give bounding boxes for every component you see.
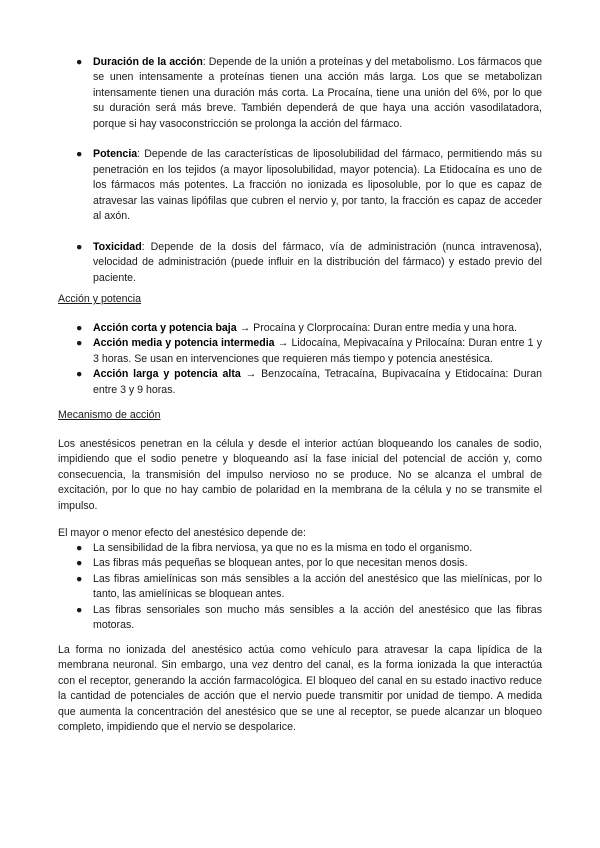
list-item-toxicidad [76,240,542,286]
text-duracion: : Depende de la unión a proteínas y del metabolismo. Los fármacos que se unen intensamente a proteínas tienen una acción más larga. Los que se metabolizan intensamente tienen una duración más corta. La Procaína, tiene una unión del 6%, por lo que su duración será más breve. También dependerá de que haya una acción vasodilatadora, porque si hay vasoconstricción se prolonga la acción del fármaco. [93,56,542,130]
list-item-accion-corta [76,321,542,336]
list-item [76,556,542,571]
list-item-text: Las fibras sensoriales son mucho más sensibles a la acción del anestésico que las fibras motoras. [93,603,542,632]
list-item-text: Las fibras más pequeñas se bloquean antes, por lo que necesitan menos dosis. [93,557,468,570]
text-potencia: : Depende de las características de liposolubilidad del fármaco, permitiendo más su penetración en los tejidos (a mayor liposolubilidad, mayor potencia). La Etidocaína es uno de los fármacos más potentes. La fracción no ionizada es liposoluble, por lo que es capaz de atravesar las vainas lipófilas que cubren el nervio y, por tanto, la fracción es capaz de acceder al axón. [93,148,542,223]
list-item-accion-larga [76,367,542,398]
bullet: ● [76,557,83,570]
list-item-accion-media [76,336,542,367]
text-accion-larga: → Benzocaína, Tetracaína, Bupivacaína y Etidocaína: Duran entre 3 y 9 horas. [93,368,542,396]
term-accion-larga: Acción larga y potencia alta [93,368,241,381]
list-item-potencia [76,147,542,224]
term-accion-corta: Acción corta y potencia baja [93,322,237,334]
list-item-text: La sensibilidad de la fibra nerviosa, ya que no es la misma en todo el organismo. [93,542,473,554]
bullet: ● [76,322,83,334]
list-item-text: Las fibras amielínicas son más sensibles a la acción del anestésico que las mielínicas, por lo tanto, las amielínicas se bloquean antes. [93,572,542,601]
bullet: ● [76,240,83,253]
heading-accion-potencia: Acción y potencia [58,293,142,305]
bullet: ● [76,148,83,161]
list-item-duracion [76,55,542,132]
accion-potencia-list [76,321,542,398]
term-toxicidad: Toxicidad [93,240,142,253]
bullet: ● [76,337,83,350]
list-item [76,603,542,634]
text-accion-media: → Lidocaína, Mepivacaína y Prilocaína: Duran entre 1 y 3 horas. Se usan en intervenciones que requieren más tiempo y potencia anestésica. [93,337,542,365]
bullet: ● [76,368,83,381]
bullet: ● [76,56,83,68]
term-potencia: Potencia [93,148,138,161]
term-duracion: Duración de la acción [93,56,203,68]
text-toxicidad: : Depende de la dosis del fármaco, vía de administración (nunca intravenosa), velocidad de administración (puede influir en la distribución del fármaco) y estado previo del paciente. [93,240,542,284]
bullet: ● [76,603,83,616]
efecto-list [76,541,542,633]
bullet: ● [76,572,83,585]
text-accion-corta: → Procaína y Clorprocaína: Duran entre media y una hora. [236,322,517,334]
bullet: ● [76,542,83,554]
list-item [76,572,542,603]
paragraph-mecanismo-2: La forma no ionizada del anestésico actúa como vehículo para atravesar la capa lipídica de la membrana neuronal. Sin embargo, una vez dentro del canal, es la forma ionizada la que interactúa con el receptor, generando la acción farmacológica. El bloqueo del canal en su estado inactivo reduce la cantidad de potenciales de acción que el nervio puede transmitir por unidad de tiempo. A medida que aumenta la concentración del anestésico que se une al receptor, se puede alcanzar un bloqueo completo, impidiendo que el nervio se despolarice. [58,644,542,734]
paragraph-intro: El mayor o menor efecto del anestésico depende de: [58,527,306,539]
term-accion-media: Acción media y potencia intermedia [93,337,275,350]
paragraph-mecanismo-1: Los anestésicos penetran en la célula y desde el interior actúan bloqueando los canales de sodio, impidiendo que el sodio penetre y bloqueando así la fase inicial del potencial de acción y, como consecuencia, la transmisión del impulso nervioso no se produce. No se alcanza el umbral de excitación, por lo que no hay cambio de polaridad en la membrana de la célula y no se transmite el impulso. [58,438,542,512]
list-item [76,541,542,556]
heading-mecanismo: Mecanismo de acción [58,409,161,421]
